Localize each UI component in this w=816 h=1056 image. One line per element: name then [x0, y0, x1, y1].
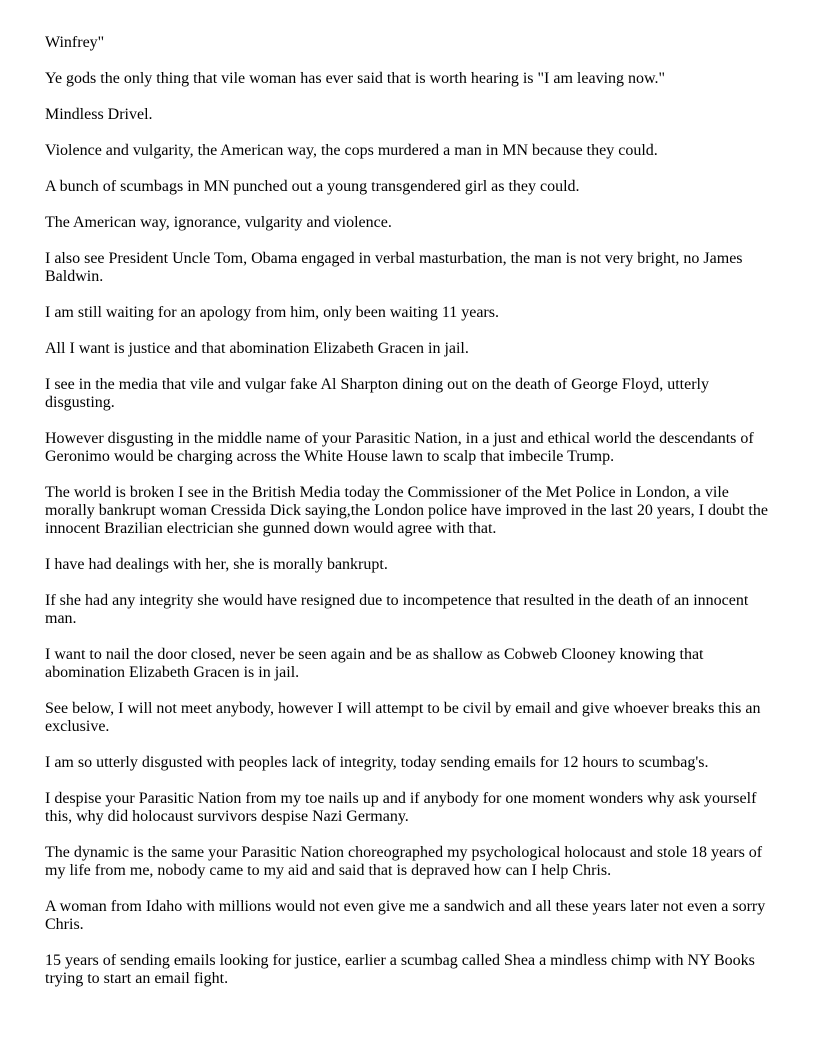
paragraph: A woman from Idaho with millions would not even give me a sandwich and all these years later not even a sorry Chris. — [45, 898, 766, 933]
paragraph: 15 years of sending emails looking for justice, earlier a scumbag called Shea a mindless chimp with NY Books trying to start an email fight. — [45, 952, 755, 987]
paragraph: Ye gods the only thing that vile woman has ever said that is worth hearing is "I am leaving now." — [45, 70, 666, 87]
paragraph: All I want is justice and that abomination Elizabeth Gracen in jail. — [45, 340, 469, 357]
paragraph: I am still waiting for an apology from him, only been waiting 11 years. — [45, 304, 499, 321]
paragraph: Winfrey" — [45, 34, 105, 51]
paragraph: I despise your Parasitic Nation from my toe nails up and if anybody for one moment wonders why ask yourself this, why did holocaust survivors despise Nazi Germany. — [45, 790, 757, 825]
paragraph: Mindless Drivel. — [45, 106, 153, 123]
paragraph: Violence and vulgarity, the American way, the cops murdered a man in MN because they could. — [45, 142, 658, 159]
paragraph: If she had any integrity she would have resigned due to incompetence that resulted in the death of an innocent man. — [45, 592, 749, 627]
paragraph: See below, I will not meet anybody, however I will attempt to be civil by email and give whoever breaks this an exclusive. — [45, 700, 761, 735]
paragraph: The dynamic is the same your Parasitic Nation choreographed my psychological holocaust and stole 18 years of my life from me, nobody came to my aid and said that is depraved how can I help Chris. — [45, 844, 763, 879]
paragraph: The world is broken I see in the British Media today the Commissioner of the Met Police in London, a vile morally bankrupt woman Cressida Dick saying,the London police have improved in the last 20 years, I doubt the innocent Brazilian electrician she gunned down would agree with that. — [45, 484, 768, 537]
paragraph: The American way, ignorance, vulgarity and violence. — [45, 214, 392, 231]
paragraph: However disgusting in the middle name of your Parasitic Nation, in a just and ethical world the descendants of Geronimo would be charging across the White House lawn to scalp that imbecile Trump. — [45, 430, 754, 465]
document-page — [45, 34, 775, 1006]
paragraph: I have had dealings with her, she is morally bankrupt. — [45, 556, 388, 573]
paragraph: I also see President Uncle Tom, Obama engaged in verbal masturbation, the man is not very bright, no James Baldwin. — [45, 250, 743, 285]
paragraph: A bunch of scumbags in MN punched out a young transgendered girl as they could. — [45, 178, 580, 195]
paragraph: I am so utterly disgusted with peoples lack of integrity, today sending emails for 12 hours to scumbag's. — [45, 754, 709, 771]
paragraph: I want to nail the door closed, never be seen again and be as shallow as Cobweb Clooney knowing that abomination Elizabeth Gracen is in jail. — [45, 646, 704, 681]
paragraph: I see in the media that vile and vulgar fake Al Sharpton dining out on the death of George Floyd, utterly disgusting. — [45, 376, 709, 411]
